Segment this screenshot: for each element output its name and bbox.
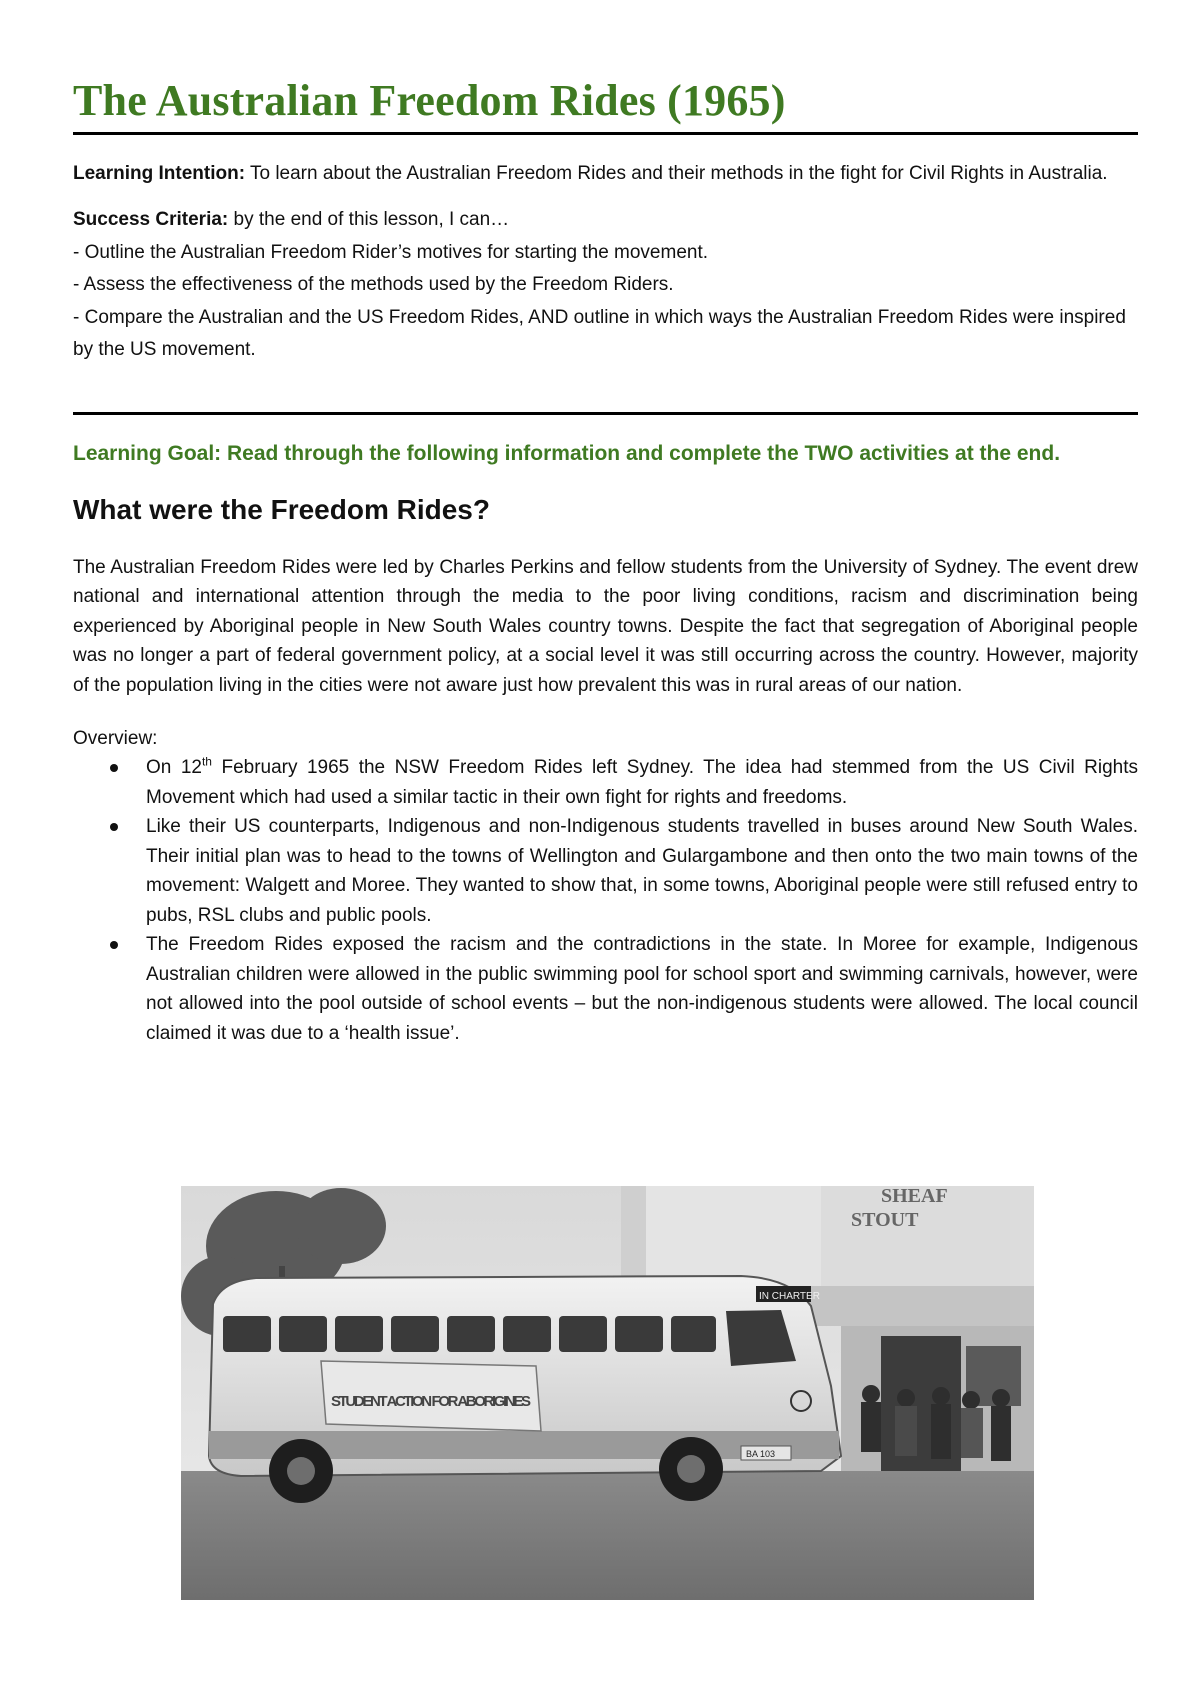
intro-paragraph: The Australian Freedom Rides were led by Charles Perkins and fellow students from the University of Sydney. The event drew national and international attention through the media to the poor living conditions, racism and discrimination being experienced by Aboriginal people in New South Wales country towns. Despite the fact that segregation of Aboriginal people was no longer a part of federal government policy, at a social level it was still occurring across the country. However, majority of the population living in the cities were not aware just how prevalent this was in rural areas of our nation. [73,556,1138,696]
success-criteria-item: - Assess the effectiveness of the methods used by the Freedom Riders. [73,274,674,295]
learning-intention [73,158,1138,190]
learning-intention-text: To learn about the Australian Freedom Rides and their methods in the fight for Civil Rights in Australia. [245,163,1108,184]
overview-list [73,753,1138,1048]
document-page [73,70,1138,1048]
bullet-icon [110,764,118,772]
success-criteria-item: - Compare the Australian and the US Freedom Rides, AND outline in which ways the Australian Freedom Rides were inspired by the US movement. [73,306,1126,360]
bullet-icon [110,941,118,949]
sign-sheaf: SHEAF [881,1186,948,1207]
learning-goal: Learning Goal: Read through the following information and complete the TWO activities at the end. [73,441,1061,465]
section-divider [73,412,1138,415]
title-divider [73,132,1138,135]
success-criteria-header [73,204,1138,237]
bullet-text-start: On 12 [146,757,202,779]
bullet-text-end: February 1965 the NSW Freedom Rides left Sydney. The idea had stemmed from the US Civil Rights Movement which had used a similar tactic in their own fight for rights and freedoms. [146,757,1139,808]
bus-plate: BA 103 [746,1449,776,1459]
page-title: The Australian Freedom Rides (1965) [73,76,786,125]
date-superscript: th [201,754,212,769]
list-item [73,753,1138,812]
bus [209,1276,841,1503]
success-criteria [73,204,1138,367]
learning-intention-label: Learning Intention: [73,163,246,184]
bus-banner-text: STUDENT ACTION FOR ABORIGINES [331,1393,531,1410]
success-criteria-item: - Outline the Australian Freedom Rider’s motives for starting the movement. [73,241,709,263]
bullet-icon [110,823,118,831]
list-item [73,812,1138,930]
bus-destination-sign: IN CHARTER [759,1291,820,1302]
success-criteria-label: Success Criteria: [73,209,229,230]
sign-stout: STOUT [851,1209,919,1231]
bullet-text: Like their US counterparts, Indigenous and non-Indigenous students travelled in buses around New South Wales. Their initial plan was to head to the towns of Wellington and Gulargambone and then onto the two main towns of the movement: Walgett and Moree. They wanted to show that, in some towns, Aboriginal people were still refused entry to pubs, RSL clubs and public pools. [146,816,1138,926]
success-criteria-intro: by the end of this lesson, I can… [228,209,510,230]
list-item [73,930,1138,1048]
overview-label: Overview: [73,728,158,750]
freedom-ride-bus-photo [181,1186,1034,1600]
bullet-text: The Freedom Rides exposed the racism and the contradictions in the state. In Moree for example, Indigenous Australian children were allowed in the public swimming pool for school sport and swimming carnivals, however, were not allowed into the pool outside of school events – but the non-indigenous students were allowed. The local council claimed it was due to a ‘health issue’. [146,934,1138,1044]
section-heading: What were the Freedom Rides? [73,493,490,525]
